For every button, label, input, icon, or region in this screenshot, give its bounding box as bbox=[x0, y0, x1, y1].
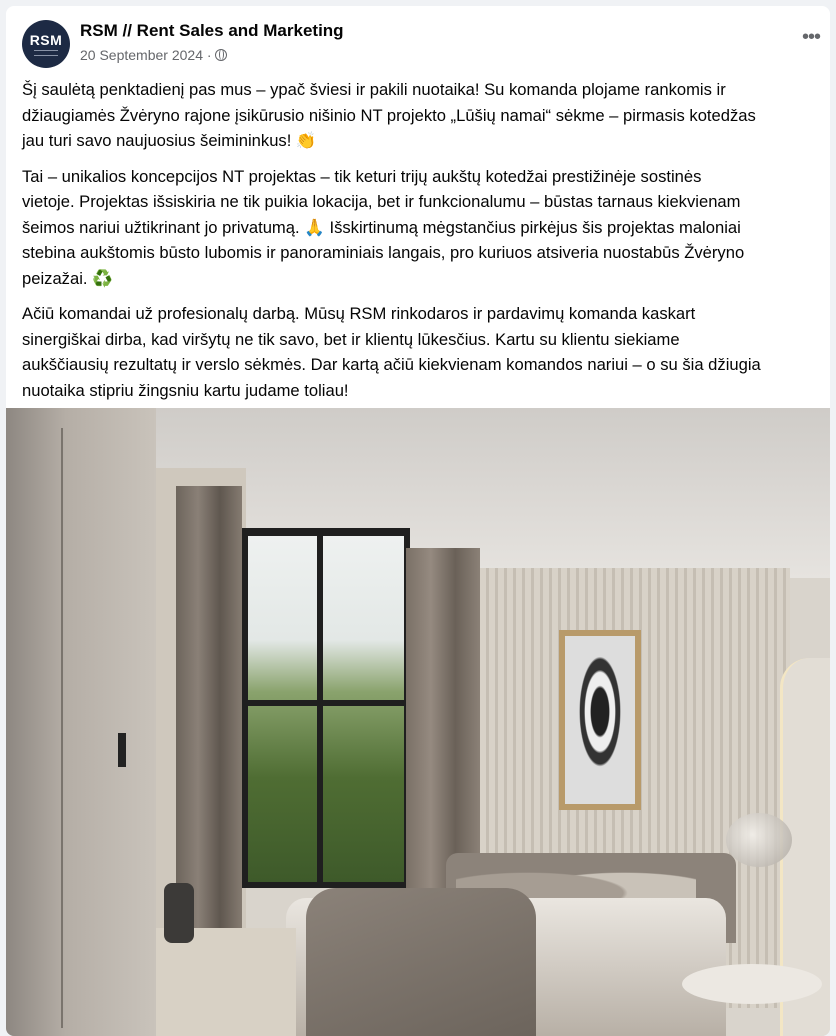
throw-blanket bbox=[306, 888, 536, 1036]
wardrobe-seam bbox=[61, 428, 63, 1028]
more-options-button[interactable]: ••• bbox=[801, 26, 820, 48]
pendant-lamp bbox=[726, 813, 792, 867]
post-meta bbox=[80, 47, 227, 63]
paragraph: Šį saulėtą penktadienį pas mus – ypač šviesi ir pakili nuotaika! Su komanda plojame rankomis ir džiaugiamės Žvėryno rajone įsikūrusio nišinio NT projekto „Lūšių namai“ sėkme – pirmasis kotedžas jau turi savo naujuosius šeimininkus! 👏 bbox=[22, 80, 756, 150]
floor-rug bbox=[156, 928, 296, 1036]
handle bbox=[118, 733, 126, 767]
curtain-right bbox=[406, 548, 480, 888]
window-mullion bbox=[317, 536, 323, 882]
paragraph: Tai – unikalios koncepcijos NT projektas – tik keturi trijų aukštų kotedžai prestižinėje sostinės vietoje. Projektas išsiskiria ne tik puikia lokacija, bet ir funkcionalumu – būstas tarnaus kiekvienam šeimos nariui užtikrinant jo privatumą. 🙏 Išskirtinumą mėgstančius pirkėjus šis projektas maloniai stebina aukštomis būsto lubomis ir panoraminiais langais, pro kuriuos atsiveria nuostabūs Žvėryno peizažai. ♻️ bbox=[22, 166, 745, 288]
post-text bbox=[22, 77, 822, 413]
side-table bbox=[682, 964, 822, 1004]
left-wardrobe bbox=[6, 408, 156, 1036]
window-view bbox=[248, 536, 404, 882]
logo-lines bbox=[34, 50, 58, 56]
vase bbox=[164, 883, 194, 943]
avatar[interactable]: RSM bbox=[22, 20, 70, 68]
globe-icon bbox=[215, 49, 227, 61]
curtain-left bbox=[176, 486, 242, 946]
author-name[interactable]: RSM // Rent Sales and Marketing bbox=[80, 21, 344, 40]
post-date[interactable]: 20 September 2024 · bbox=[80, 47, 212, 63]
post-photo-bedroom[interactable] bbox=[6, 408, 830, 1036]
window-transom bbox=[248, 700, 404, 706]
artwork bbox=[565, 636, 635, 804]
post-card bbox=[6, 6, 830, 1036]
paragraph: Ačiū komandai už profesionalų darbą. Mūsų RSM rinkodaros ir pardavimų komanda kaskart sinergiškai dirba, kad viršytų ne tik savo, bet ir klientų lūkesčius. Kartu su klientu siekiame aukščiausių rezultatų ir verslo sėkmės. Dar kartą ačiū kiekvienam komandos nariui – o su šia džiugia nuotaika stipriu žingsniu kartu judame toliau! bbox=[22, 304, 761, 400]
